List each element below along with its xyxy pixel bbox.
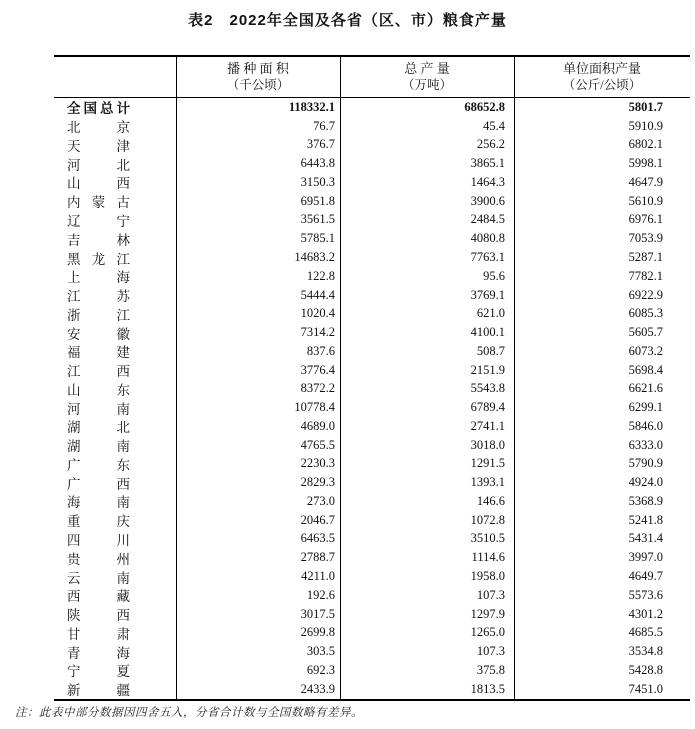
table-row (54, 248, 690, 267)
total-output-cell: 1297.9 (470, 606, 505, 621)
region-name: 贵 州 (67, 551, 130, 567)
column-divider-1 (176, 57, 177, 699)
unit-yield-cell: 4301.2 (628, 606, 663, 621)
sown-area-cell: 192.6 (306, 587, 335, 602)
unit-yield-cell: 6085.3 (628, 306, 663, 321)
sown-area-cell: 2046.7 (300, 512, 335, 527)
region-cell (54, 135, 176, 155)
total-output-cell: 1813.5 (470, 681, 505, 696)
region-name: 辽 宁 (67, 213, 130, 229)
sown-area-cell: 76.7 (313, 118, 335, 133)
total-output-cell: 107.3 (476, 644, 505, 659)
region-name: 浙 江 (67, 307, 130, 323)
unit-yield-cell: 7782.1 (628, 268, 663, 283)
region-name: 青 海 (67, 645, 130, 661)
region-cell (54, 585, 176, 605)
region-cell (54, 248, 176, 268)
region-name: 福 建 (67, 345, 130, 361)
table-row (54, 154, 690, 173)
unit-yield-cell: 4685.5 (628, 625, 663, 640)
region-cell (54, 435, 176, 455)
unit-yield-cell: 5431.4 (628, 531, 663, 546)
total-output-cell: 68652.8 (464, 99, 505, 114)
header-unit-yield-label: 单位面积产量 (562, 61, 641, 76)
sown-area-cell: 118332.1 (288, 99, 335, 114)
table-row (54, 136, 690, 155)
header-sown-area-label: 播 种 面 积 (227, 61, 289, 76)
table-row (54, 473, 690, 492)
table-row (54, 323, 690, 342)
table-row (54, 286, 690, 305)
header-sown-area-unit: （千公顷） (226, 78, 290, 92)
sown-area-cell: 14683.2 (294, 250, 335, 264)
total-output-cell: 3865.1 (470, 156, 505, 171)
total-output-cell: 1265.0 (470, 625, 505, 640)
unit-yield-cell: 5610.9 (628, 193, 663, 208)
table-row (54, 398, 690, 417)
region-name: 广 东 (67, 457, 130, 473)
sown-area-cell: 122.8 (306, 268, 335, 283)
table-row (54, 586, 690, 605)
total-output-cell: 1958.0 (470, 569, 505, 584)
unit-yield-cell: 7053.9 (628, 231, 663, 246)
unit-yield-cell: 3534.8 (628, 644, 663, 659)
unit-yield-cell: 4924.0 (628, 475, 663, 490)
total-output-cell: 1464.3 (470, 174, 505, 189)
region-name: 湖 北 (67, 420, 130, 436)
region-cell (54, 529, 176, 549)
unit-yield-cell: 5910.9 (628, 118, 663, 133)
region-cell (54, 567, 176, 587)
total-output-cell: 95.6 (483, 268, 505, 283)
table-row (54, 567, 690, 586)
header-unit-yield-unit: （公斤/公顷） (562, 78, 642, 92)
region-name: 四 川 (67, 533, 130, 548)
sown-area-cell: 2829.3 (300, 475, 335, 490)
table-body (54, 98, 690, 699)
sown-area-cell: 2230.3 (300, 456, 335, 471)
table-row (54, 117, 690, 136)
total-output-cell: 2484.5 (470, 212, 505, 227)
region-name: 陕 西 (67, 608, 130, 624)
region-cell (54, 660, 176, 680)
region-name: 江 西 (67, 364, 130, 380)
region-cell (54, 154, 176, 174)
region-cell (54, 97, 176, 117)
header-total-output-unit: （万吨） (401, 78, 452, 92)
unit-yield-cell: 5698.4 (628, 362, 663, 377)
grain-production-table (54, 55, 690, 701)
unit-yield-cell: 4647.9 (628, 174, 663, 189)
total-output-cell: 1114.6 (471, 550, 505, 565)
unit-yield-cell: 5998.1 (628, 156, 663, 171)
total-output-cell: 1291.5 (470, 456, 505, 471)
sown-area-cell: 2699.8 (300, 625, 335, 640)
total-output-cell: 1072.8 (470, 512, 505, 527)
table-row (54, 548, 690, 567)
region-cell (54, 285, 176, 305)
table-row (54, 680, 690, 699)
unit-yield-cell: 6802.1 (628, 137, 663, 152)
table-row (54, 379, 690, 398)
unit-yield-cell: 5801.7 (628, 99, 663, 114)
sown-area-cell: 2788.7 (300, 550, 335, 565)
total-output-cell: 1393.1 (470, 475, 505, 490)
total-output-cell: 256.2 (476, 137, 505, 152)
region-cell (54, 229, 176, 249)
table-row (54, 511, 690, 530)
sown-area-cell: 2433.9 (300, 681, 335, 696)
region-name: 西 藏 (67, 589, 130, 605)
sown-area-cell: 4689.0 (300, 418, 335, 433)
table-row (54, 304, 690, 323)
unit-yield-cell: 6333.0 (628, 437, 663, 452)
region-name: 广 西 (67, 476, 130, 492)
region-name: 甘 肃 (67, 626, 130, 642)
sown-area-cell: 8372.2 (300, 381, 335, 396)
sown-area-cell: 3017.5 (300, 606, 335, 621)
total-output-cell: 7763.1 (470, 250, 505, 264)
region-cell (54, 116, 176, 136)
sown-area-cell: 3150.3 (300, 174, 335, 189)
region-cell (54, 491, 176, 511)
table-row (54, 417, 690, 436)
region-cell (54, 266, 176, 286)
region-name: 山 西 (67, 176, 130, 192)
region-name: 宁 夏 (67, 664, 130, 680)
region-name: 上 海 (67, 270, 130, 286)
table-row (54, 211, 690, 230)
sown-area-cell: 7314.2 (300, 325, 335, 340)
region-name: 重 庆 (67, 514, 130, 530)
region-cell (54, 623, 176, 643)
region-cell (54, 379, 176, 399)
table-row (54, 98, 690, 117)
table-title: 表2 2022年全国及各省（区、市）粮食产量 (188, 12, 507, 29)
sown-area-cell: 3561.5 (300, 212, 335, 227)
unit-yield-cell: 6299.1 (628, 400, 663, 415)
unit-yield-cell: 5287.1 (628, 250, 663, 264)
table-row (54, 173, 690, 192)
total-output-cell: 3510.5 (470, 531, 505, 546)
region-cell (54, 679, 176, 699)
region-name: 河 北 (67, 157, 130, 173)
region-cell (54, 548, 176, 568)
table-row (54, 436, 690, 455)
total-output-cell: 508.7 (476, 343, 505, 358)
unit-yield-cell: 4649.7 (628, 569, 663, 584)
unit-yield-cell: 5790.9 (628, 456, 663, 471)
sown-area-cell: 837.6 (306, 343, 335, 358)
total-output-cell: 3769.1 (470, 287, 505, 302)
sown-area-cell: 273.0 (306, 493, 335, 508)
region-cell (54, 304, 176, 324)
total-output-cell: 3018.0 (470, 437, 505, 452)
table-row (54, 192, 690, 211)
region-cell (54, 604, 176, 624)
table-row (54, 229, 690, 248)
region-cell (54, 360, 176, 380)
region-cell (54, 642, 176, 662)
sown-area-cell: 5785.1 (300, 231, 335, 246)
table-row (54, 492, 690, 511)
header-region-column (54, 57, 176, 97)
region-cell (54, 473, 176, 493)
table-row (54, 455, 690, 474)
region-cell (54, 191, 176, 211)
unit-yield-cell: 5605.7 (628, 325, 663, 340)
table-row (54, 267, 690, 286)
unit-yield-cell: 7451.0 (628, 681, 663, 696)
total-output-cell: 45.4 (483, 118, 505, 133)
total-output-cell: 107.3 (476, 587, 505, 602)
total-output-cell: 375.8 (476, 662, 505, 677)
region-name: 黑 龙 江 (67, 251, 130, 267)
sown-area-cell: 376.7 (306, 137, 335, 152)
footnote: 注：此表中部分数据因四舍五入，分省合计数与全国数略有差异。 (15, 707, 363, 719)
header-sown-area (176, 57, 340, 97)
column-divider-3 (514, 57, 515, 699)
sown-area-cell: 6951.8 (300, 193, 335, 208)
header-unit-yield (514, 57, 690, 97)
region-name: 新 疆 (67, 683, 130, 699)
table-row (54, 661, 690, 680)
unit-yield-cell: 6976.1 (628, 212, 663, 227)
sown-area-cell: 6463.5 (300, 531, 335, 546)
region-cell (54, 454, 176, 474)
unit-yield-cell: 5573.6 (628, 587, 663, 602)
table-row (54, 361, 690, 380)
region-name: 内 蒙 古 (67, 195, 130, 211)
region-cell (54, 341, 176, 361)
region-name: 安 徽 (67, 326, 130, 342)
region-name: 吉 林 (67, 232, 130, 248)
table-row (54, 342, 690, 361)
unit-yield-cell: 6073.2 (628, 343, 663, 358)
region-name: 天 津 (67, 138, 130, 154)
table-row (54, 530, 690, 549)
unit-yield-cell: 5241.8 (628, 512, 663, 527)
unit-yield-cell: 6922.9 (628, 287, 663, 302)
region-name: 全 国 总 计 (67, 101, 130, 117)
total-output-cell: 4100.1 (470, 325, 505, 340)
region-cell (54, 172, 176, 192)
sown-area-cell: 692.3 (306, 662, 335, 677)
sown-area-cell: 4765.5 (300, 437, 335, 452)
table-row (54, 623, 690, 642)
unit-yield-cell: 3997.0 (628, 550, 663, 565)
total-output-cell: 621.0 (476, 306, 505, 321)
table-row (54, 605, 690, 624)
sown-area-cell: 3776.4 (300, 362, 335, 377)
region-name: 江 苏 (67, 289, 130, 305)
header-total-output (340, 57, 514, 97)
sown-area-cell: 5444.4 (300, 287, 335, 302)
region-cell (54, 416, 176, 436)
region-cell (54, 510, 176, 530)
sown-area-cell: 4211.0 (301, 569, 335, 584)
region-cell (54, 210, 176, 230)
region-name: 山 东 (67, 382, 130, 398)
unit-yield-cell: 5428.8 (628, 662, 663, 677)
region-name: 北 京 (67, 120, 130, 136)
sown-area-cell: 6443.8 (300, 156, 335, 171)
sown-area-cell: 303.5 (306, 644, 335, 659)
region-name: 湖 南 (67, 439, 130, 455)
total-output-cell: 4080.8 (470, 231, 505, 246)
total-output-cell: 3900.6 (470, 193, 505, 208)
header-total-output-label: 总 产 量 (404, 61, 450, 76)
region-name: 河 南 (67, 401, 130, 417)
table-header-row (54, 57, 690, 98)
region-cell (54, 398, 176, 418)
unit-yield-cell: 6621.6 (628, 381, 663, 396)
column-divider-2 (340, 57, 341, 699)
unit-yield-cell: 5846.0 (628, 418, 663, 433)
total-output-cell: 2151.9 (470, 362, 505, 377)
region-cell (54, 323, 176, 343)
sown-area-cell: 10778.4 (294, 400, 335, 415)
total-output-cell: 146.6 (476, 493, 505, 508)
region-name: 海 南 (67, 495, 130, 511)
total-output-cell: 5543.8 (470, 381, 505, 396)
sown-area-cell: 1020.4 (300, 306, 335, 321)
region-name: 云 南 (67, 570, 130, 586)
total-output-cell: 6789.4 (470, 400, 505, 415)
unit-yield-cell: 5368.9 (628, 493, 663, 508)
total-output-cell: 2741.1 (470, 418, 505, 433)
table-row (54, 642, 690, 661)
